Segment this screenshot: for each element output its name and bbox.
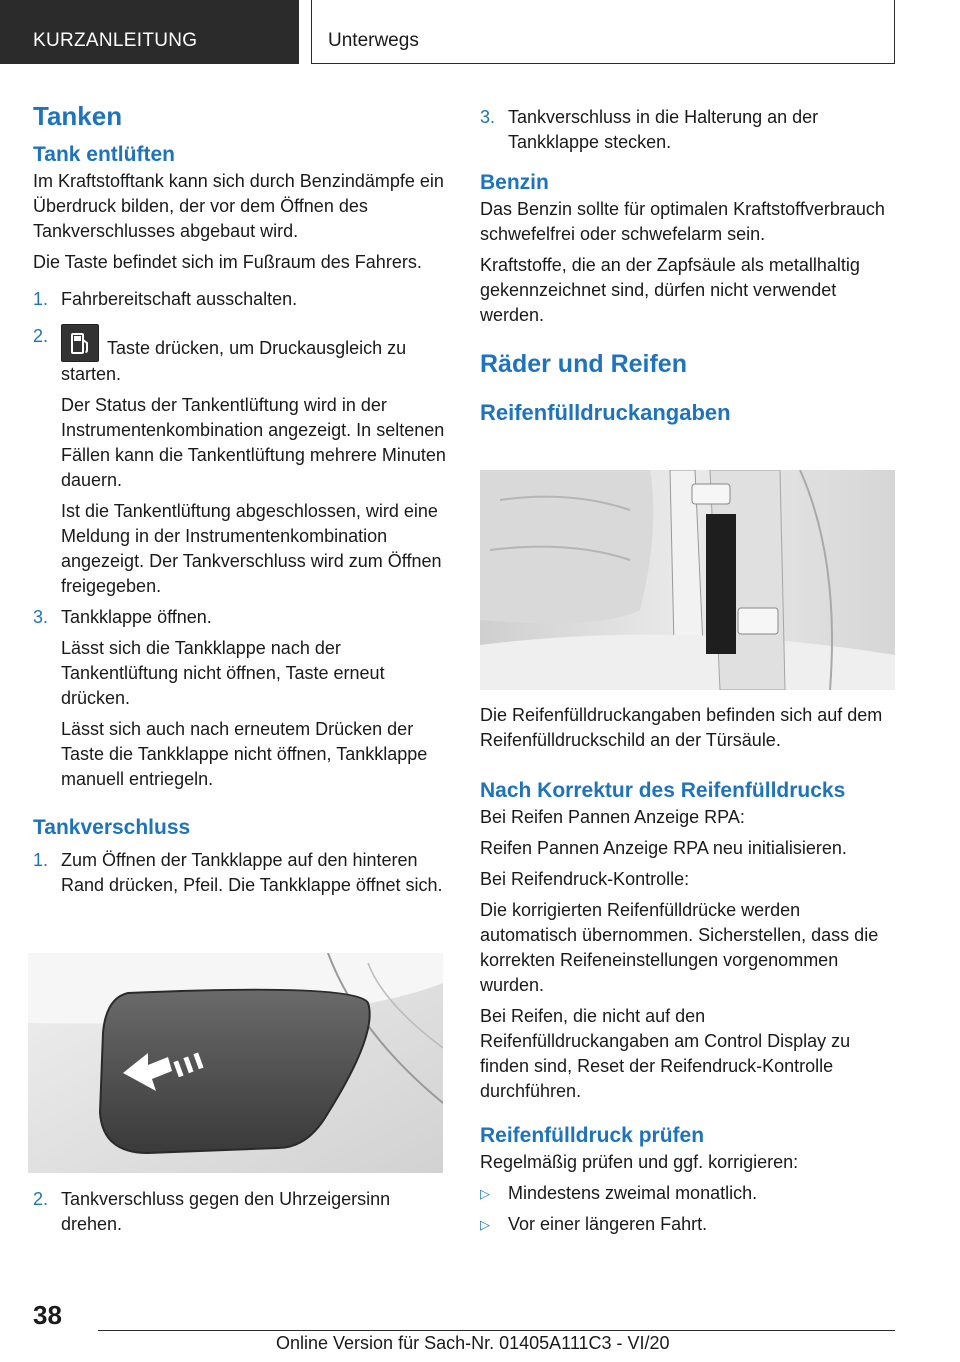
vent-step-3: [33, 605, 448, 630]
left-column-bottom: [33, 1187, 448, 1237]
section-tab: [0, 0, 299, 64]
vent-heading: Tank entlüften: [33, 143, 175, 166]
vent-step-2: [33, 324, 448, 387]
step-number: 2.: [33, 1189, 49, 1209]
step-2-note-2: Ist die Tankentlüftung abgeschlossen, wird eine Meldung in der Instrumentenkombination angezeigt. Der Tankverschluss wird zum Öffnen freigegeben.: [61, 501, 442, 596]
step-number: 3.: [480, 107, 496, 127]
wheels-title: Räder und Reifen: [480, 350, 687, 378]
right-column-top: [480, 105, 895, 428]
step-text: Tankverschluss in die Halterung an der Tankklappe stecken.: [508, 107, 819, 152]
page-title: Tanken: [33, 101, 123, 131]
chapter-tab: [311, 0, 895, 64]
check-intro: Regelmäßig prüfen und ggf. korrigieren:: [480, 1152, 799, 1172]
vent-location: Die Taste befindet sich im Fußraum des Fahrers.: [33, 252, 422, 272]
chapter-label: Unterwegs: [328, 30, 419, 51]
check-item: [480, 1181, 895, 1206]
step-2-note-1: Der Status der Tankentlüftung wird in der Instrumentenkombination angezeigt. In seltenen Fällen kann die Tankentlüftung mehrere Minuten dauern.: [61, 395, 446, 490]
check-item-text: Vor einer längeren Fahrt.: [508, 1214, 708, 1234]
cap-step-3: [480, 105, 895, 155]
check-item-text: Mindestens zweimal monatlich.: [508, 1183, 758, 1203]
fuel-heading: Benzin: [480, 171, 549, 194]
rdc-text: Die korrigierten Reifenfülldrücke werden automatisch übernommen. Sicherstellen, dass die korrekten Reifeneinstellungen vorgenommen wurden.: [480, 900, 879, 995]
step-text: Taste drücken, um Druckausgleich zu starten.: [61, 338, 407, 384]
correction-heading: Nach Korrektur des Reifenfülldrucks: [480, 779, 846, 802]
left-column: [33, 100, 448, 898]
pressure-heading: Reifenfülldruckangaben: [480, 400, 731, 425]
fuel-paragraph-1: Das Benzin sollte für optimalen Kraftstoffverbrauch schwefelfrei oder schwefelarm sein.: [480, 199, 885, 244]
fuel-paragraph-2: Kraftstoffe, die an der Zapfsäule als metallhaltig gekennzeichnet sind, dürfen nicht verwendet werden.: [480, 255, 860, 325]
right-column-bottom: [480, 703, 895, 1237]
page-number: 38: [33, 1300, 62, 1330]
cap-heading: Tankverschluss: [33, 816, 191, 839]
vent-step-1: [33, 287, 448, 312]
section-label: KURZANLEITUNG: [33, 30, 198, 51]
step-text: Tankverschluss gegen den Uhrzeigersinn drehen.: [61, 1189, 391, 1234]
step-number: 3.: [33, 607, 49, 627]
footer-version: Online Version für Sach-Nr. 01405A111C3 - VI/20: [276, 1333, 670, 1353]
bullet-arrow-icon: ▷: [480, 1186, 490, 1201]
vent-intro: Im Kraftstofftank kann sich durch Benzindämpfe ein Überdruck bilden, der vor dem Öffnen des Tankverschlusses abgebaut wird.: [33, 171, 444, 241]
fuel-pump-icon: [61, 324, 99, 362]
step-3-note-2: Lässt sich auch nach erneutem Drücken der Taste die Tankklappe nicht öffnen, Tankklappe manuell entriegeln.: [61, 719, 428, 789]
rpa-label: Bei Reifen Pannen Anzeige RPA:: [480, 807, 745, 827]
footer-divider: [98, 1330, 895, 1331]
rpa-text: Reifen Pannen Anzeige RPA neu initialisieren.: [480, 838, 847, 858]
step-number: 1.: [33, 850, 49, 870]
cap-step-1: [33, 848, 448, 898]
reset-text: Bei Reifen, die nicht auf den Reifenfülldruckangaben am Control Display zu finden sind, Reset der Reifendruck-Kontrolle durchführen.: [480, 1006, 851, 1101]
check-heading: Reifenfülldruck prüfen: [480, 1124, 705, 1147]
step-number: 1.: [33, 289, 49, 309]
step-text: Tankklappe öffnen.: [61, 607, 212, 627]
pressure-caption: Die Reifenfülldruckangaben befinden sich auf dem Reifenfülldruckschild an der Türsäule.: [480, 705, 883, 750]
step-number: 2.: [33, 326, 49, 346]
door-pillar-photo: [480, 470, 895, 690]
rdc-label: Bei Reifendruck-Kontrolle:: [480, 869, 690, 889]
fuel-flap-photo: [28, 953, 443, 1173]
step-text: Zum Öffnen der Tankklappe auf den hinteren Rand drücken, Pfeil. Die Tankklappe öffnet sich.: [61, 850, 443, 895]
cap-step-2: [33, 1187, 448, 1237]
bullet-arrow-icon: ▷: [480, 1217, 490, 1232]
step-text: Fahrbereitschaft ausschalten.: [61, 289, 298, 309]
step-3-note-1: Lässt sich die Tankklappe nach der Tankentlüftung nicht öffnen, Taste erneut drücken.: [61, 638, 385, 708]
check-item: [480, 1212, 895, 1237]
